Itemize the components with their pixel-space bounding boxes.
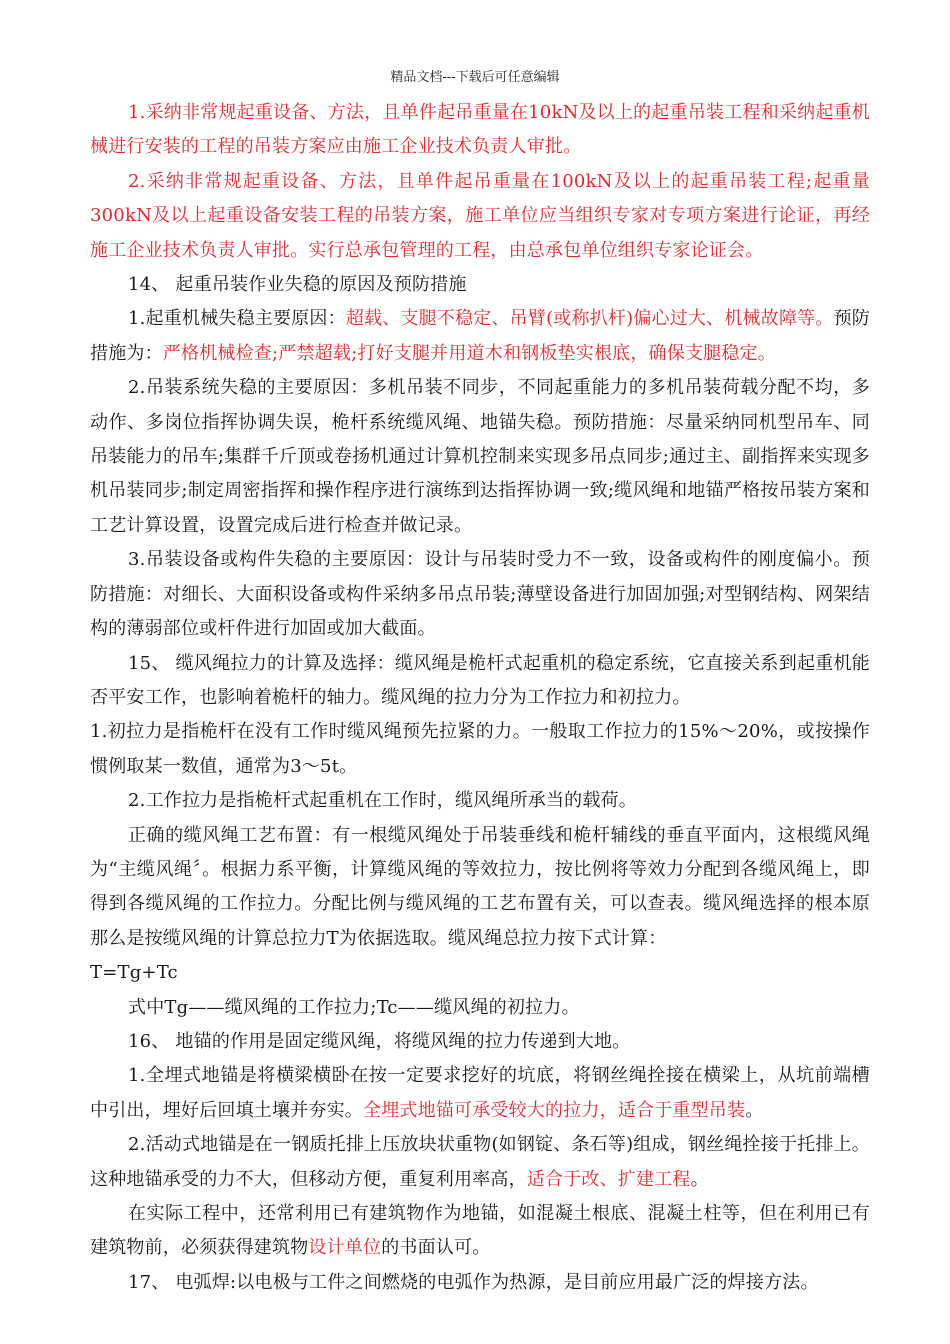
paragraph <box>90 784 870 818</box>
body-text: 。 <box>690 1168 709 1190</box>
paragraph <box>90 268 870 302</box>
body-text: 式中Tg——缆风绳的工作拉力;Tc——缆风绳的初拉力。 <box>128 996 580 1018</box>
paragraph <box>90 819 870 957</box>
paragraph <box>90 1059 870 1128</box>
body-text: 14、 起重吊装作业失稳的原因及预防措施 <box>128 274 467 296</box>
paragraph <box>90 165 870 268</box>
paragraph <box>90 715 870 784</box>
body-text: 2.活动式地锚是在一钢质托排上压放块状重物(如钢锭、条石等)组成，钢丝绳拴接于托排上。这种地锚承受的力不大，但移动方便，重复利用率高， <box>90 1134 870 1190</box>
body-text: 3.吊装设备或构件失稳的主要原因：设计与吊装时受力不一致，设备或构件的刚度偏小。预防措施：对细长、大面积设备或构件采纳多吊点吊装;薄壁设备进行加固加强;对型钢结构、网架结构的薄弱部位或杆件进行加固或加大截面。 <box>90 549 870 640</box>
body-text: 2.工作拉力是指桅杆式起重机在工作时，缆风绳所承当的载荷。 <box>128 790 637 812</box>
paragraph <box>90 1025 870 1059</box>
body-text: 1.起重机械失稳主要原因： <box>128 308 346 330</box>
paragraph <box>90 543 870 646</box>
body-text: 预防措施为： <box>90 308 870 364</box>
paragraph <box>90 956 870 990</box>
body-text: 2.吊装系统失稳的主要原因：多机吊装不同步，不同起重能力的多机吊装荷载分配不均，多动作、多岗位指挥协调失误，桅杆系统缆风绳、地锚失稳。预防措施：尽量采纳同机型吊车、同吊装能力的吊车;集群千斤顶或卷扬机通过计算机控制来实现多吊点同步;通过主、副指挥来实现多机吊装同步;制定周密指挥和操作程序进行演练到达指挥协调一致;缆风绳和地锚严格按吊装方案和工艺计算设置，设置完成后进行检查并做记录。 <box>90 377 870 536</box>
paragraph <box>90 1266 870 1300</box>
body-text: 。 <box>745 1099 764 1121</box>
highlighted-text: 超载、支腿不稳定、吊臂(或称扒杆)偏心过大、机械故障等。 <box>345 308 834 330</box>
body-text: 正确的缆风绳工艺布置：有一根缆风绳处于吊装垂线和桅杆辅线的垂直平面内，这根缆风绳为“主缆风绳〞。根据力系平衡，计算缆风绳的等效拉力，按比例将等效力分配到各缆风绳上，即得到各缆风绳的工作拉力。分配比例与缆风绳的工艺布置有关，可以查表。缆风绳选择的根本原那么是按缆风绳的计算总拉力T为依据选取。缆风绳总拉力按下式计算： <box>90 824 870 949</box>
body-text: T=Tg+Tc <box>90 962 178 984</box>
body-text: 的书面认可。 <box>381 1237 491 1259</box>
highlighted-text: 设计单位 <box>308 1237 382 1259</box>
body-text: 16、 地锚的作用是固定缆风绳，将缆风绳的拉力传递到大地。 <box>128 1030 631 1052</box>
highlighted-text: 全埋式地锚可承受较大的拉力，适合于重型吊装 <box>363 1099 746 1121</box>
page-header: 精品文档---下载后可任意编辑 <box>390 70 560 85</box>
highlighted-text: 2.采纳非常规起重设备、方法，且单件起吊重量在100kN及以上的起重吊装工程;起重量300kN及以上起重设备安装工程的吊装方案，施工单位应当组织专家对专项方案进行论证，再经施工企业技术负责人审批。实行总承包管理的工程，由总承包单位组织专家论证会。 <box>90 170 870 261</box>
paragraph <box>90 1128 870 1197</box>
paragraph <box>90 1197 870 1266</box>
highlighted-text: 适合于改、扩建工程 <box>526 1168 691 1190</box>
paragraph <box>90 647 870 716</box>
body-text: 在实际工程中，还常利用已有建筑物作为地锚，如混凝土根底、混凝土柱等，但在利用已有建筑物前，必须获得建筑物 <box>90 1203 870 1259</box>
paragraph <box>90 96 870 165</box>
highlighted-text: 严格机械检查;严禁超载;打好支腿并用道木和钢板垫实根底，确保支腿稳定。 <box>162 342 776 364</box>
body-text: 1.初拉力是指桅杆在没有工作时缆风绳预先拉紧的力。一般取工作拉力的15%～20%，或按操作惯例取某一数值，通常为3～5t。 <box>90 721 870 777</box>
body-text: 17、 电弧焊:以电极与工件之间燃烧的电弧作为热源，是目前应用最广泛的焊接方法。 <box>128 1271 819 1293</box>
paragraph <box>90 991 870 1025</box>
paragraph <box>90 302 870 371</box>
body-text: 15、 缆风绳拉力的计算及选择：缆风绳是桅杆式起重机的稳定系统，它直接关系到起重机能否平安工作，也影响着桅杆的轴力。缆风绳的拉力分为工作拉力和初拉力。 <box>90 652 870 708</box>
document-body <box>90 96 870 1300</box>
highlighted-text: 1.采纳非常规起重设备、方法，且单件起吊重量在10kN及以上的起重吊装工程和采纳起重机械进行安装的工程的吊装方案应由施工企业技术负责人审批。 <box>90 102 870 158</box>
body-text: 1.全埋式地锚是将横梁横卧在按一定要求挖好的坑底，将钢丝绳拴接在横梁上，从坑前端槽中引出，埋好后回填土壤并夯实。 <box>90 1065 870 1121</box>
paragraph <box>90 371 870 543</box>
